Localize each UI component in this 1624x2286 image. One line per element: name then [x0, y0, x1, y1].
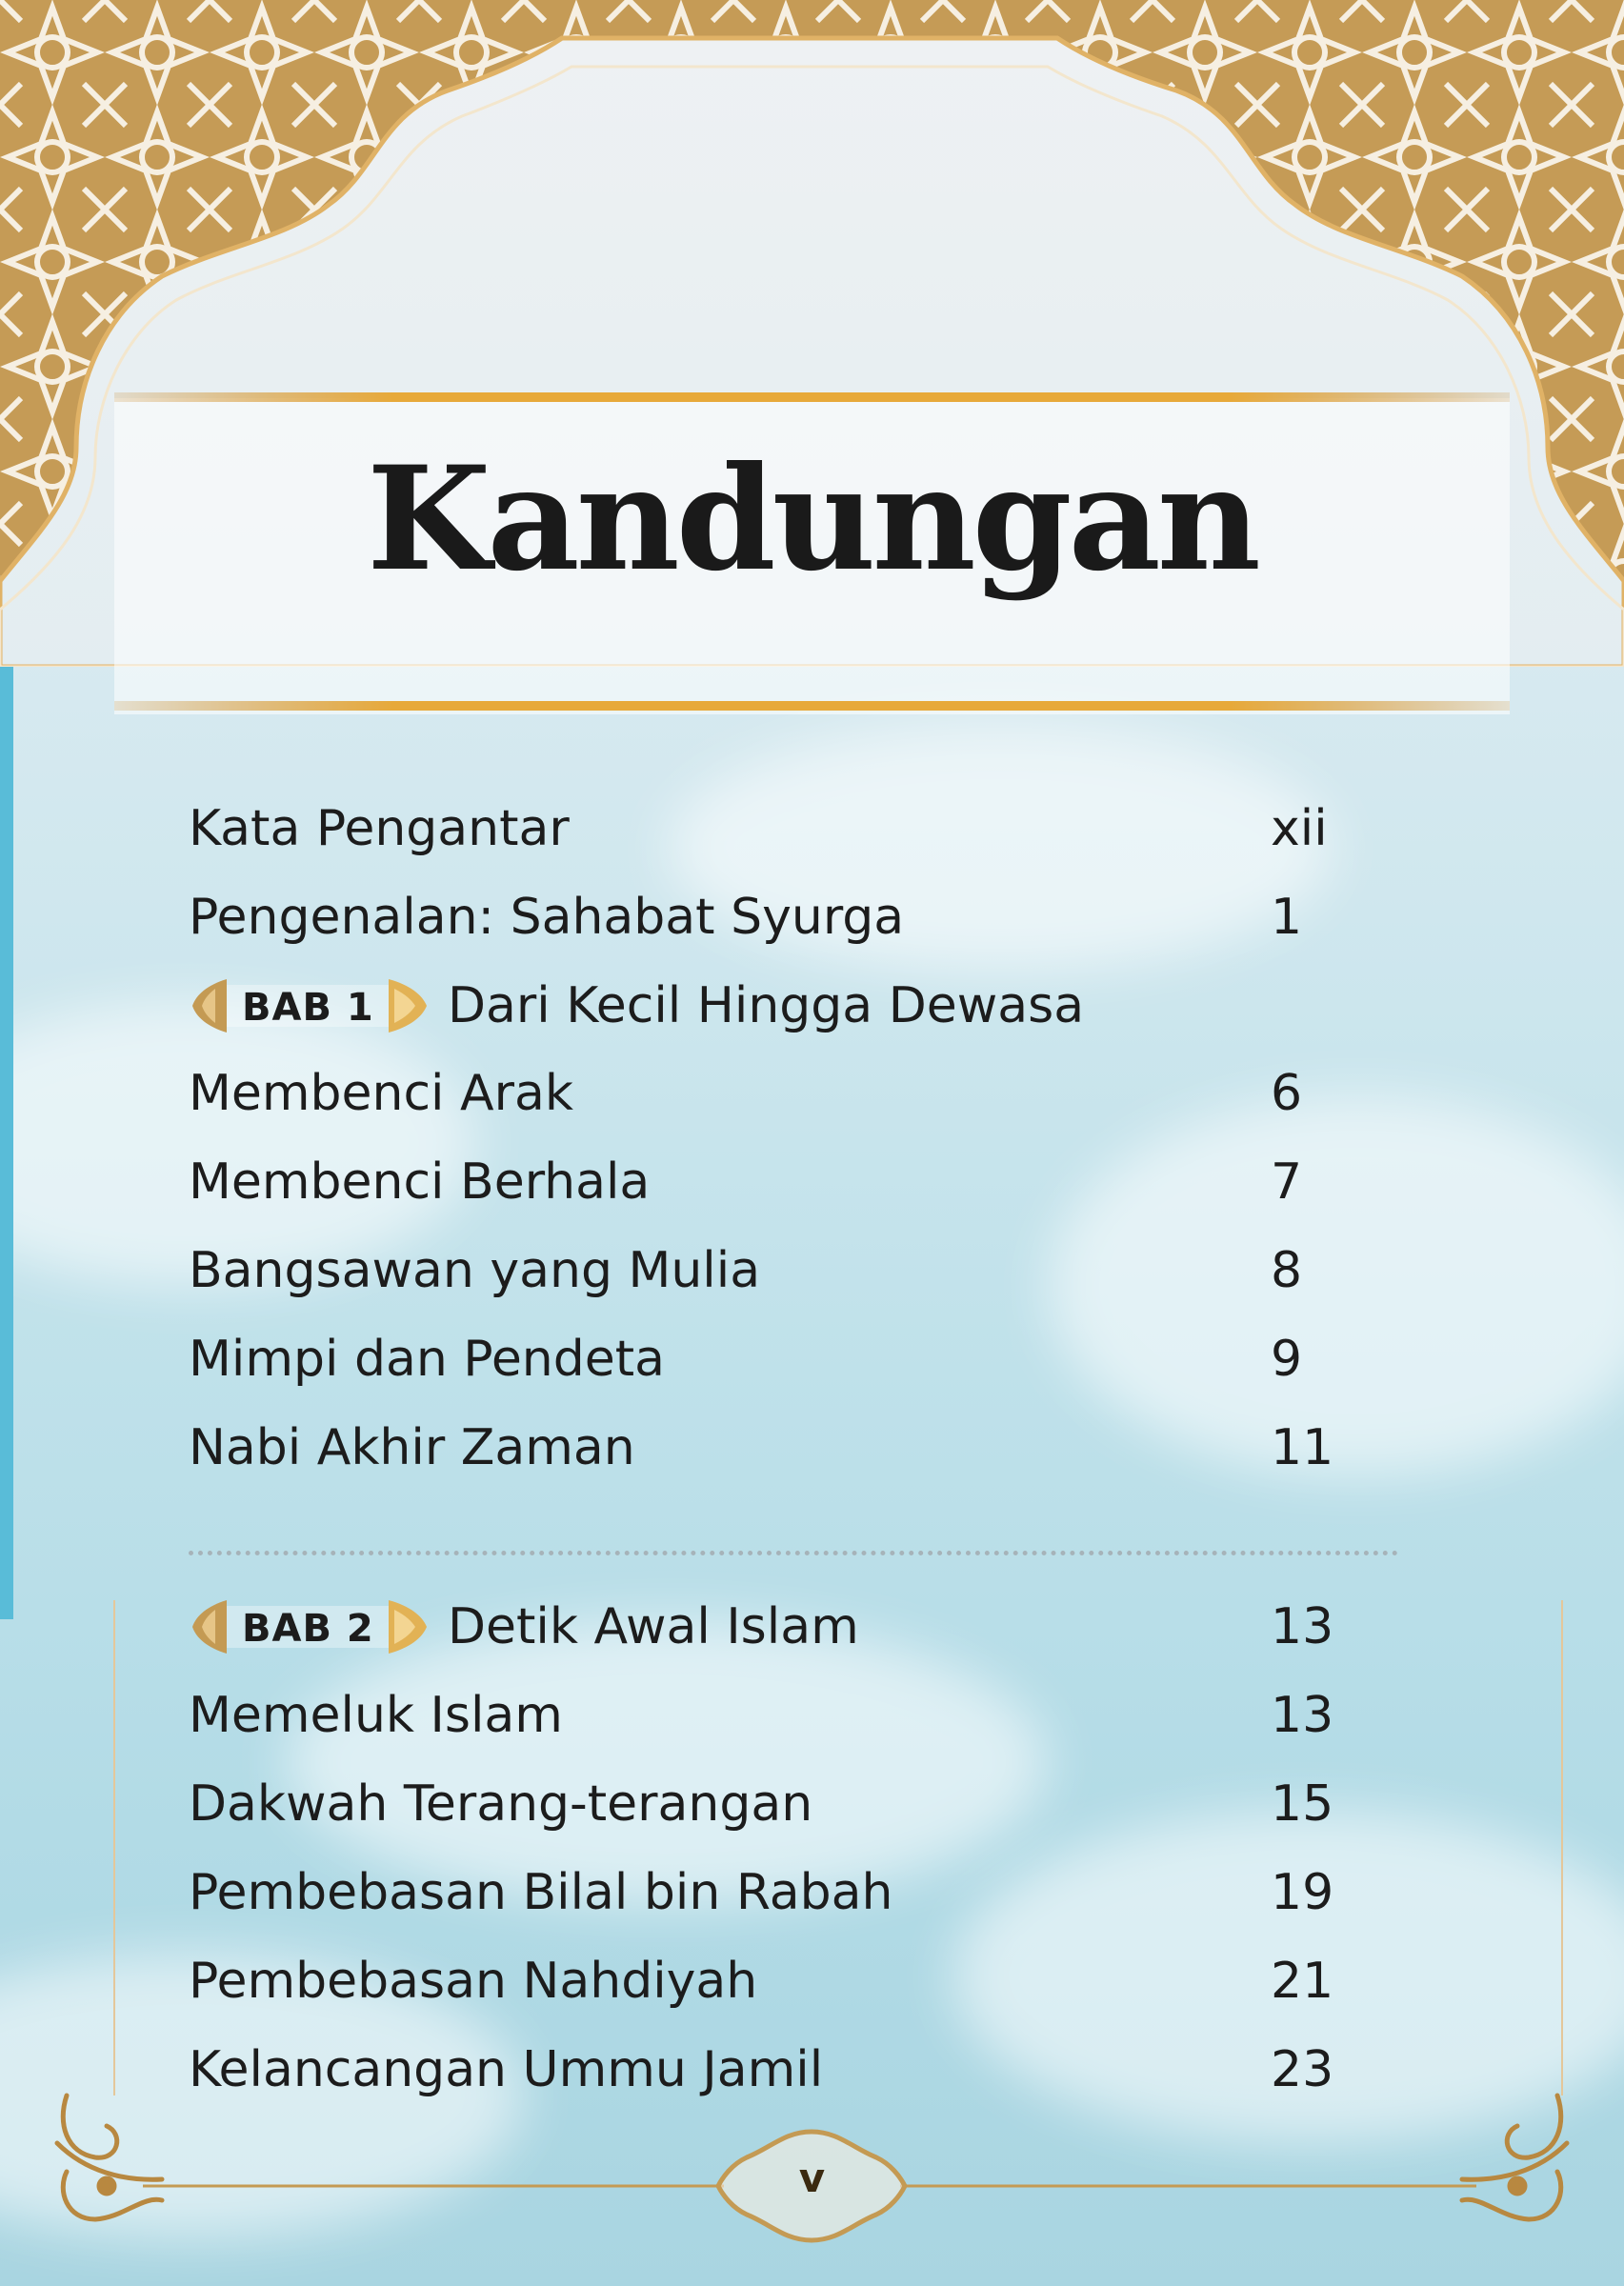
toc-entry-title: Kelancangan Ummu Jamil — [189, 2041, 824, 2098]
chapter-badge — [189, 975, 431, 1036]
toc-entry-page: 6 — [1271, 1065, 1303, 1122]
toc-entry-page: 11 — [1271, 1419, 1334, 1476]
toc-entry-title: Pengenalan: Sahabat Syurga — [189, 889, 905, 946]
chapter-title: Dari Kecil Hingga Dewasa — [448, 977, 1085, 1034]
toc-entry-title: Pembebasan Nahdiyah — [189, 1953, 758, 2010]
toc-entry-title: Pembebasan Bilal bin Rabah — [189, 1864, 893, 1921]
toc-entry-page: 21 — [1271, 1953, 1334, 2010]
toc-entry-page: xii — [1271, 800, 1328, 857]
toc-entry-page: 23 — [1271, 2041, 1334, 2098]
toc-entry-title: Kata Pengantar — [189, 800, 570, 857]
toc-entry-title: Memeluk Islam — [189, 1687, 563, 1744]
chapter-page: 13 — [1271, 1598, 1334, 1655]
toc-entry-page: 19 — [1271, 1864, 1334, 1921]
page-number: v — [798, 2155, 826, 2201]
toc-entry-title: Membenci Berhala — [189, 1153, 651, 1211]
toc-entry-page: 9 — [1271, 1331, 1303, 1388]
toc-entry-title: Bangsawan yang Mulia — [189, 1242, 761, 1299]
toc-entry-page: 1 — [1271, 889, 1303, 946]
page-title: Kandungan — [367, 435, 1257, 603]
dotted-divider — [189, 1551, 1398, 1555]
corner-flourish-icon — [57, 2096, 162, 2219]
toc-entry-page: 8 — [1271, 1242, 1303, 1299]
chapter-title: Detik Awal Islam — [448, 1598, 859, 1655]
toc-entry-page: 13 — [1271, 1687, 1334, 1744]
toc-entry-title: Dakwah Terang-terangan — [189, 1775, 813, 1833]
cloud — [1048, 1095, 1624, 1476]
toc-entry-page: 15 — [1271, 1775, 1334, 1833]
chapter-label: BAB 1 — [242, 986, 374, 1030]
corner-flourish-icon — [1462, 2096, 1567, 2219]
toc-entry-title: Mimpi dan Pendeta — [189, 1331, 666, 1388]
toc-entry-title: Nabi Akhir Zaman — [189, 1419, 635, 1476]
chapter-label: BAB 2 — [242, 1607, 374, 1651]
toc-entry-page: 7 — [1271, 1153, 1303, 1211]
toc-entry-title: Membenci Arak — [189, 1065, 573, 1122]
